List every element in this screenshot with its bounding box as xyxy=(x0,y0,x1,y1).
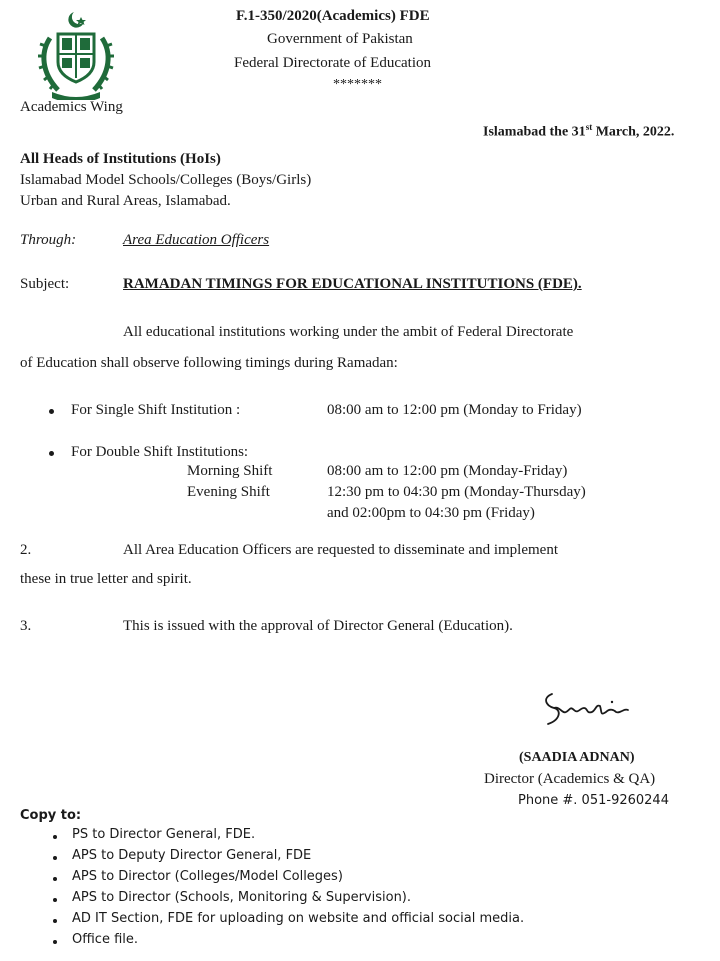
file-number: F.1-350/2020(Academics) FDE xyxy=(236,8,430,24)
list-bullet xyxy=(53,856,57,860)
state-emblem-icon xyxy=(34,8,118,100)
addressee-line-1: All Heads of Institutions (HoIs) xyxy=(20,151,221,167)
signatory-name: (SAADIA ADNAN) xyxy=(519,750,635,765)
directorate-name: Federal Directorate of Education xyxy=(234,55,431,71)
subject-value: RAMADAN TIMINGS FOR EDUCATIONAL INSTITUTIONS (FDE). xyxy=(123,276,582,292)
signatory-phone: Phone #. 051-9260244 xyxy=(518,793,669,808)
list-bullet xyxy=(53,898,57,902)
list-bullet xyxy=(53,835,57,839)
list-item: PS to Director General, FDE. xyxy=(72,827,256,842)
signatory-title: Director (Academics & QA) xyxy=(484,771,656,787)
list-bullet xyxy=(53,877,57,881)
list-bullet xyxy=(53,919,57,923)
subject-label: Subject: xyxy=(20,276,70,292)
single-shift-time: 08:00 am to 12:00 pm (Monday to Friday) xyxy=(327,402,582,418)
list-item: APS to Deputy Director General, FDE xyxy=(72,848,312,863)
evening-shift-time-2: and 02:00pm to 04:30 pm (Friday) xyxy=(327,505,535,521)
bullet-double xyxy=(49,451,54,456)
letter-date: Islamabad the 31st March, 2022. xyxy=(483,122,675,140)
para2-line-1: All Area Education Officers are requested to disseminate and implement xyxy=(123,542,558,558)
list-bullet xyxy=(53,940,57,944)
list-item: Office file. xyxy=(72,932,139,947)
para3-number: 3. xyxy=(20,618,32,634)
morning-shift-label: Morning Shift xyxy=(187,463,273,479)
wing-name: Academics Wing xyxy=(20,99,123,115)
single-shift-label: For Single Shift Institution : xyxy=(71,402,241,418)
list-item: AD IT Section, FDE for uploading on website and official social media. xyxy=(72,911,525,926)
addressee-line-2: Islamabad Model Schools/Colleges (Boys/Girls) xyxy=(20,172,312,188)
morning-shift-time: 08:00 am to 12:00 pm (Monday-Friday) xyxy=(327,463,568,479)
list-item: APS to Director (Schools, Monitoring & Supervision). xyxy=(72,890,412,905)
evening-shift-time-1: 12:30 pm to 04:30 pm (Monday-Thursday) xyxy=(327,484,586,500)
para2-number: 2. xyxy=(20,542,32,558)
handwritten-signature xyxy=(540,684,640,734)
double-shift-label: For Double Shift Institutions: xyxy=(71,444,249,460)
para3-text: This is issued with the approval of Director General (Education). xyxy=(123,618,513,634)
government-name: Government of Pakistan xyxy=(267,31,413,47)
through-label: Through: xyxy=(20,232,77,248)
para1-line-2: of Education shall observe following timings during Ramadan: xyxy=(20,355,398,371)
bullet-single xyxy=(49,409,54,414)
through-value: Area Education Officers xyxy=(123,232,270,248)
stars-divider: ******* xyxy=(333,77,382,92)
evening-shift-label: Evening Shift xyxy=(187,484,270,500)
copy-to-heading: Copy to: xyxy=(20,808,82,823)
addressee-line-3: Urban and Rural Areas, Islamabad. xyxy=(20,193,231,209)
list-item: APS to Director (Colleges/Model Colleges) xyxy=(72,869,343,884)
para2-line-2: these in true letter and spirit. xyxy=(20,571,192,587)
para1-line-1: All educational institutions working under the ambit of Federal Directorate xyxy=(123,324,574,340)
